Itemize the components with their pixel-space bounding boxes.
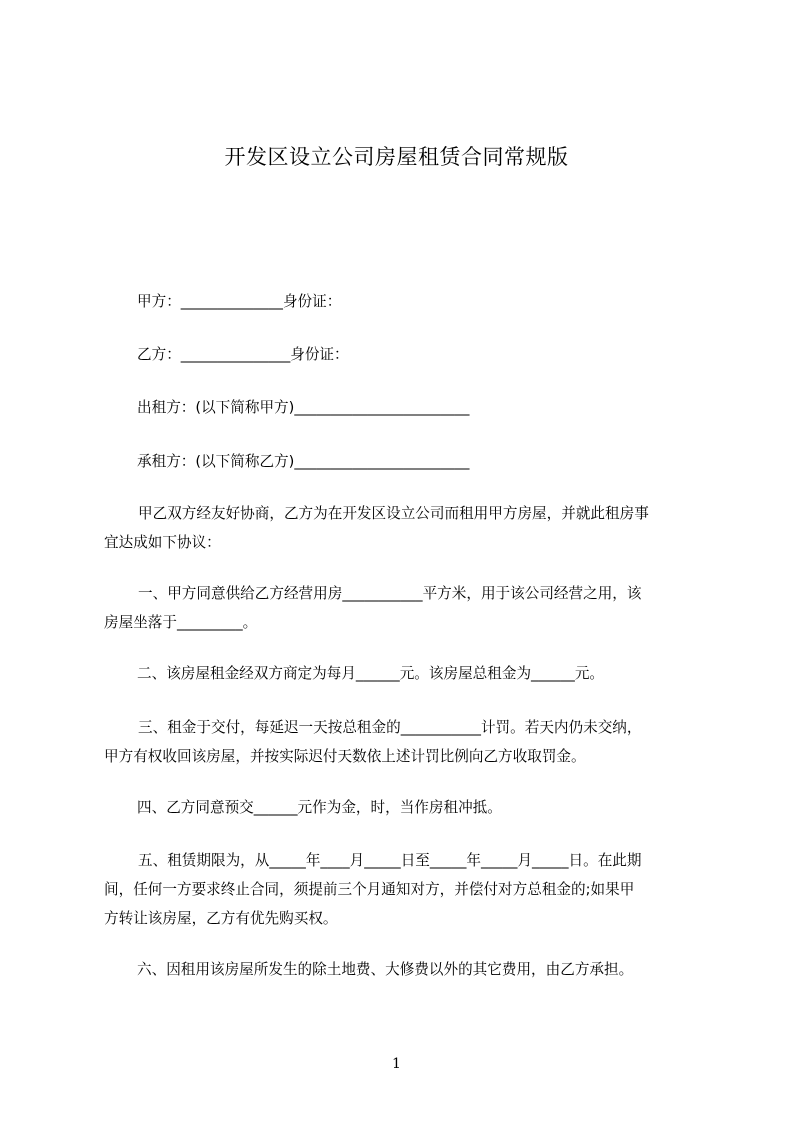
text-line: 间，任何一方要求终止合同，须提前三个月通知对方，并偿付对方总租金的;如果甲 <box>104 881 635 898</box>
text-line: 甲乙双方经友好协商，乙方为在开发区设立公司而租用甲方房屋，并就此租房事 <box>138 505 649 522</box>
page-number: 1 <box>392 1056 401 1072</box>
document-title: 开发区设立公司房屋租赁合同常规版 <box>224 145 569 169</box>
text-line: 方转让该房屋，乙方有优先购买权。 <box>104 910 338 927</box>
clause-2-paragraph <box>137 659 604 688</box>
text-line: 甲方有权收回该房屋，并按实际迟付天数依上述计罚比例向乙方收取罚金。 <box>104 748 586 765</box>
party-a-line <box>137 287 341 316</box>
clause-5-paragraph <box>104 846 642 933</box>
text-line: 六、因租用该房屋所发生的除土地费、大修费以外的其它费用，由乙方承担。 <box>137 961 634 978</box>
clause-1-paragraph <box>104 579 642 637</box>
party-b-line <box>137 340 349 369</box>
text-line: 甲方：______________身份证： <box>137 293 342 310</box>
text-line: 二、该房屋租金经双方商定为每月______元。该房屋总租金为______元。 <box>137 665 605 682</box>
clause-4-paragraph <box>137 793 502 822</box>
clause-3-paragraph <box>104 713 642 771</box>
text-line: 宜达成如下协议： <box>104 534 221 551</box>
text-line: 房屋坐落于_________。 <box>104 614 258 631</box>
clause-6-paragraph <box>137 955 633 984</box>
text-line: 一、甲方同意供给乙方经营用房___________平方米，用于该公司经营之用，该 <box>138 585 642 602</box>
text-line: 乙方：_______________身份证： <box>137 346 349 363</box>
preamble-paragraph <box>104 499 649 557</box>
lessee-line <box>137 447 469 476</box>
lessor-line <box>137 393 469 422</box>
text-line: 五、租赁期限为，从_____年____月_____日至_____年_____月_____日。在此期 <box>138 852 642 869</box>
text-line: 承租方：(以下简称乙方)________________________ <box>137 453 470 470</box>
text-line: 三、租金于交付，每延迟一天按总租金的___________计罚。若天内仍未交纳， <box>138 719 642 736</box>
text-line: 四、乙方同意预交______元作为金，时，当作房租冲抵。 <box>137 799 502 816</box>
text-line: 出租方：(以下简称甲方)________________________ <box>137 399 470 416</box>
